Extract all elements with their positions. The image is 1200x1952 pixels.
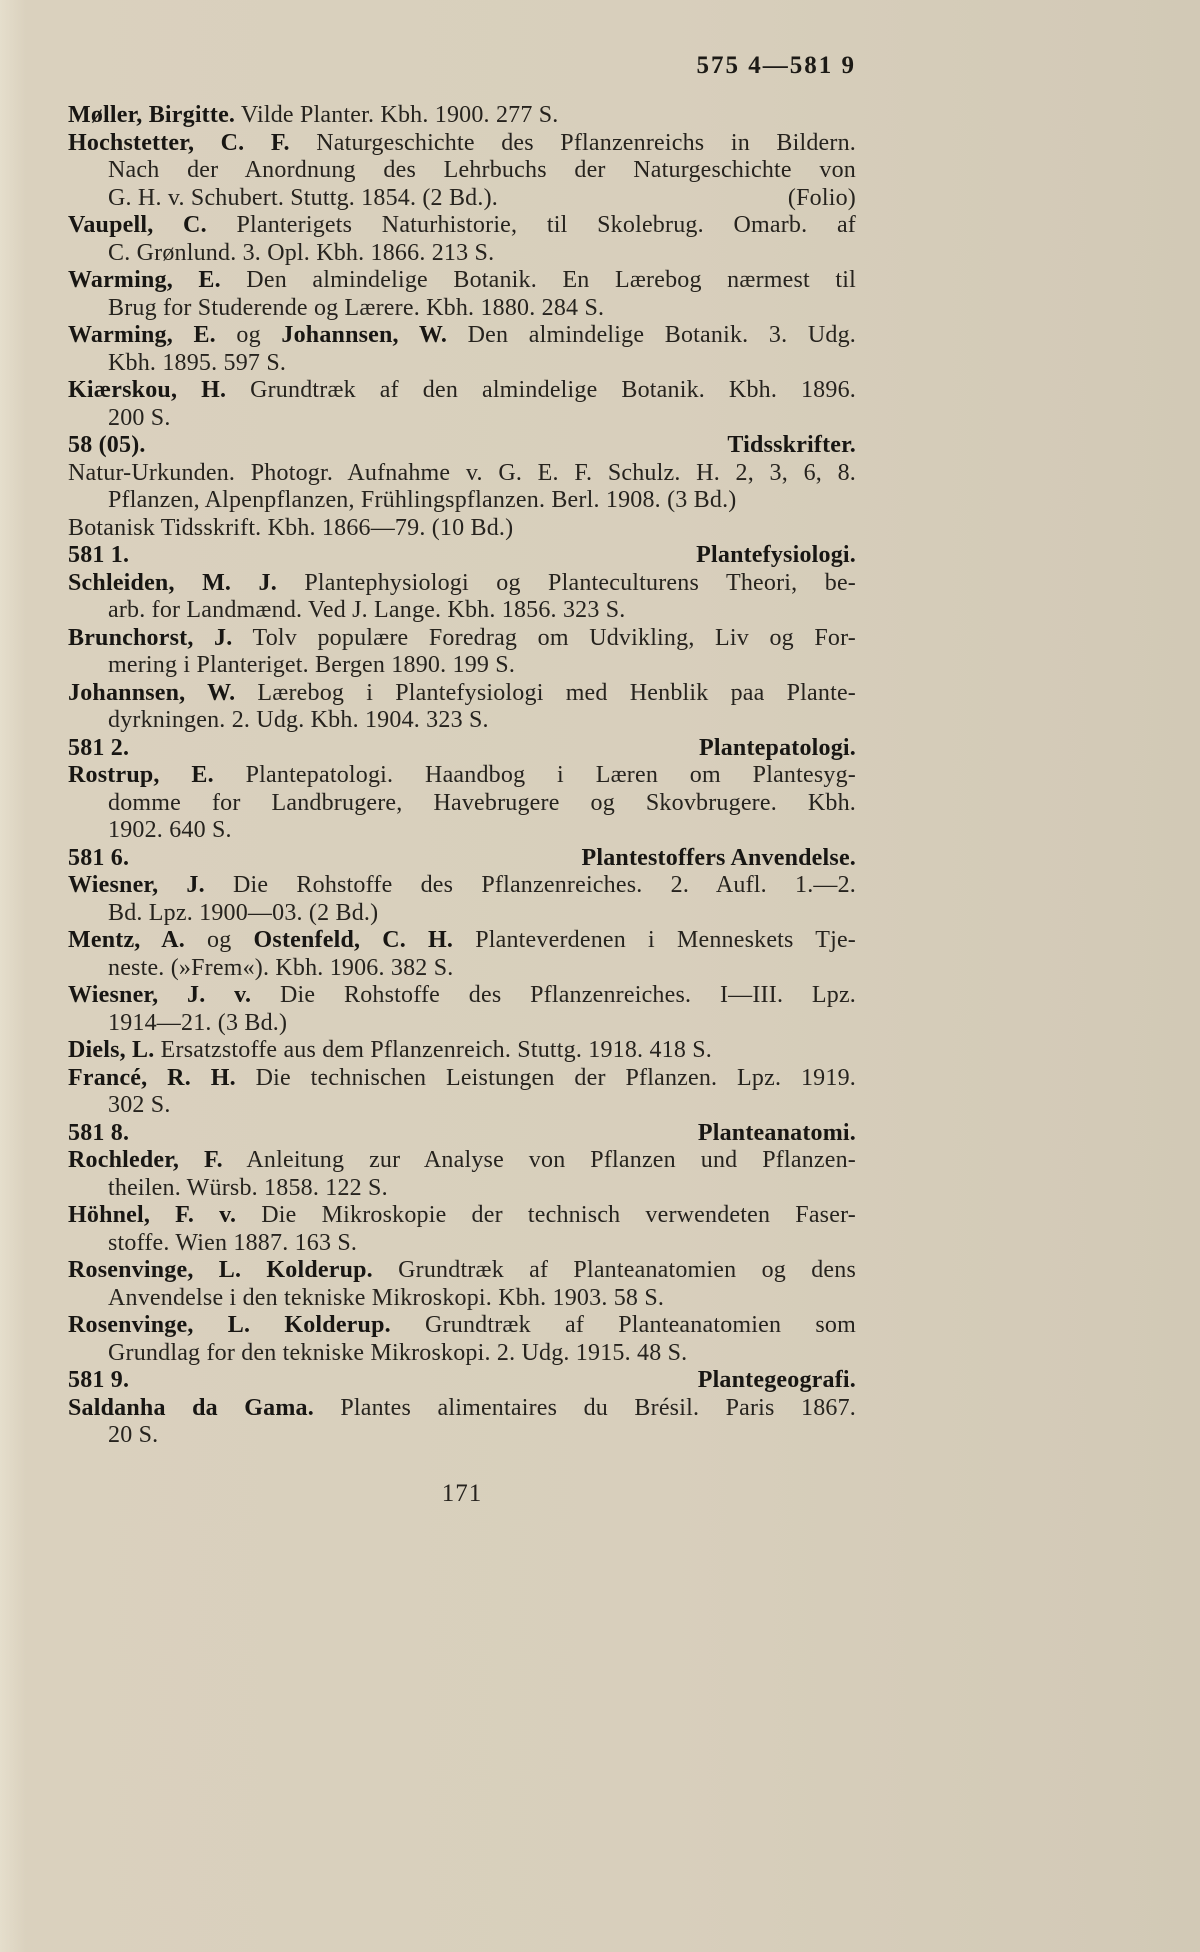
entry-text: Grundtræk af Planteanatomien og dens xyxy=(372,1257,856,1283)
bibliography-entry xyxy=(68,625,856,680)
section-code: 581 9. xyxy=(68,1367,130,1393)
author-name: Diels, L. xyxy=(68,1037,155,1063)
author-name: Höhnel, F. v. xyxy=(68,1202,237,1228)
section-heading xyxy=(68,735,856,763)
entry-text: Natur-Urkunden. Photogr. Aufnahme v. G. E. F. Schulz. H. 2, 3, 6, 8. xyxy=(68,459,856,486)
author-name: Ostenfeld, C. H. xyxy=(253,927,454,953)
entry-line xyxy=(68,927,856,955)
entry-line xyxy=(68,1340,856,1368)
section-code: 581 8. xyxy=(68,1119,130,1146)
section-heading xyxy=(68,542,856,570)
bibliography-entry xyxy=(68,212,856,267)
bibliography-entry xyxy=(68,982,856,1037)
entry-line xyxy=(68,1230,856,1258)
author-name: Kiærskou, H. xyxy=(68,377,227,403)
entry-line xyxy=(68,1037,856,1065)
entry-line xyxy=(68,680,856,708)
section-title: Plantefysiologi. xyxy=(696,542,856,568)
bibliography-entry xyxy=(68,377,856,432)
entry-text: 1902. 640 S. xyxy=(108,817,232,843)
entry-line xyxy=(68,405,856,433)
entry-text: theilen. Würsb. 1858. 122 S. xyxy=(108,1174,388,1201)
entry-line xyxy=(68,515,856,543)
entry-text: Pflanzen, Alpenpflanzen, Frühlingspflanzen. Berl. 1908. (3 Bd.) xyxy=(108,487,737,513)
page-header-code: 575 4—581 9 xyxy=(696,52,856,79)
entry-line xyxy=(68,157,856,185)
bibliography-entry xyxy=(68,1395,856,1450)
entry-text: dyrkningen. 2. Udg. Kbh. 1904. 323 S. xyxy=(108,707,489,733)
author-name: Wiesner, J. v. xyxy=(68,982,252,1008)
author-name: Rosenvinge, L. Kolderup. xyxy=(68,1312,391,1338)
entry-text: Planterigets Naturhistorie, til Skolebrug. Omarb. af xyxy=(206,212,856,238)
entry-text: Den almindelige Botanik. 3. Udg. xyxy=(447,322,856,348)
entry-text: og xyxy=(184,927,254,953)
bibliography-entry xyxy=(68,460,856,515)
entry-text: Brug for Studerende og Lærere. Kbh. 1880. 284 S. xyxy=(108,294,605,321)
entry-text: Bd. Lpz. 1900—03. (2 Bd.) xyxy=(108,899,379,926)
entry-text: (Folio) xyxy=(787,184,856,211)
entry-text: Tolv populære Foredrag om Udvikling, Liv og For- xyxy=(232,624,857,651)
entry-text: stoffe. Wien 1887. 163 S. xyxy=(108,1229,358,1256)
section-code: 581 6. xyxy=(68,844,130,871)
section-title: Tidsskrifter. xyxy=(727,432,856,458)
entry-text: Die Rohstoffe des Pflanzenreiches. I—III. Lpz. xyxy=(251,982,856,1008)
author-name: Rochleder, F. xyxy=(68,1147,223,1173)
entry-line xyxy=(68,1395,856,1423)
entry-line xyxy=(68,597,856,625)
entry-text: C. Grønlund. 3. Opl. Kbh. 1866. 213 S. xyxy=(108,239,495,266)
entry-line xyxy=(68,212,856,240)
entry-line xyxy=(68,267,856,295)
entry-line xyxy=(68,350,856,378)
bibliography-entry xyxy=(68,1312,856,1367)
entry-text: Grundlag for den tekniske Mikroskopi. 2. Udg. 1915. 48 S. xyxy=(108,1339,688,1366)
bibliography-entry xyxy=(68,322,856,377)
bibliography-entry xyxy=(68,680,856,735)
entry-line xyxy=(68,652,856,680)
entry-line xyxy=(68,377,856,405)
bibliography-entry xyxy=(68,570,856,625)
section-title: Plantegeografi. xyxy=(697,1367,856,1393)
bibliography-entry xyxy=(68,927,856,982)
bibliography-entry xyxy=(68,102,856,130)
entry-line xyxy=(68,707,856,735)
entry-line xyxy=(68,817,856,845)
entry-line xyxy=(68,1312,856,1340)
bibliography-entry xyxy=(68,1037,856,1065)
bibliography-entry xyxy=(68,1257,856,1312)
author-name: Møller, Birgitte. xyxy=(68,102,236,128)
entry-text: 302 S. xyxy=(108,1092,171,1118)
entry-line xyxy=(68,487,856,515)
entry-line xyxy=(68,955,856,983)
entry-text: Nach der Anordnung des Lehrbuchs der Naturgeschichte von xyxy=(108,157,856,183)
entry-line xyxy=(68,322,856,350)
section-heading xyxy=(68,1367,856,1395)
author-name: Warming, E. xyxy=(68,267,221,293)
section-heading xyxy=(68,845,856,873)
bibliography-entry xyxy=(68,267,856,322)
bibliography-entry xyxy=(68,130,856,213)
entry-line xyxy=(68,625,856,653)
bibliography-entry xyxy=(68,762,856,845)
entry-text: Plantephysiologi og Planteculturens Theori, be- xyxy=(276,569,856,596)
author-name: Mentz, A. xyxy=(68,927,185,953)
bibliography-entry xyxy=(68,872,856,927)
entry-list xyxy=(68,102,856,1450)
section-code: 581 1. xyxy=(68,542,130,568)
entry-text: Botanisk Tidsskrift. Kbh. 1866—79. (10 Bd.) xyxy=(68,514,514,541)
entry-text: Lærebog i Plantefysiologi med Henblik paa Plante- xyxy=(235,679,856,706)
entry-line xyxy=(68,1257,856,1285)
entry-line xyxy=(68,900,856,928)
section-code: 58 (05). xyxy=(68,432,146,458)
entry-text: Die technischen Leistungen der Pflanzen. Lpz. 1919. xyxy=(235,1064,856,1091)
entry-line xyxy=(68,762,856,790)
bibliography-entry xyxy=(68,1065,856,1120)
author-name: Francé, R. H. xyxy=(68,1064,236,1091)
author-name: Vaupell, C. xyxy=(68,212,207,238)
section-title: Plantepatologi. xyxy=(699,734,856,761)
author-name: Rosenvinge, L. Kolderup. xyxy=(68,1257,373,1283)
section-code: 581 2. xyxy=(68,734,130,761)
author-name: Johannsen, W. xyxy=(68,679,236,706)
entry-text: Ersatzstoffe aus dem Pflanzenreich. Stuttg. 1918. 418 S. xyxy=(154,1037,712,1063)
entry-text: 1914—21. (3 Bd.) xyxy=(108,1009,288,1036)
entry-text: Die Rohstoffe des Pflanzenreiches. 2. Aufl. 1.—2. xyxy=(204,872,856,898)
author-name: Schleiden, M. J. xyxy=(68,569,277,596)
entry-text: G. H. v. Schubert. Stuttg. 1854. (2 Bd.). xyxy=(108,184,498,211)
section-heading xyxy=(68,432,856,460)
entry-line xyxy=(68,1285,856,1313)
author-name: Hochstetter, C. F. xyxy=(68,129,290,156)
bibliography-entry xyxy=(68,515,856,543)
entry-line xyxy=(68,102,856,130)
section-heading xyxy=(68,1120,856,1148)
entry-text: domme for Landbrugere, Havebrugere og Skovbrugere. Kbh. xyxy=(108,789,856,816)
author-name: Rostrup, E. xyxy=(68,762,214,788)
entry-text: og xyxy=(215,322,282,348)
entry-line xyxy=(68,295,856,323)
entry-line xyxy=(68,1175,856,1203)
entry-line xyxy=(68,460,856,488)
section-title: Plantestoffers Anvendelse. xyxy=(581,844,856,871)
entry-line xyxy=(68,1092,856,1120)
author-name: Brunchorst, J. xyxy=(68,624,233,651)
text-block xyxy=(68,52,856,1508)
entry-line xyxy=(68,1010,856,1038)
entry-text: Grundtræk af Planteanatomien som xyxy=(390,1312,856,1338)
entry-line xyxy=(68,790,856,818)
entry-text: Planteverdenen i Menneskets Tje- xyxy=(453,927,857,953)
entry-text: neste. (»Frem«). Kbh. 1906. 382 S. xyxy=(108,954,454,981)
entry-text: 20 S. xyxy=(108,1422,159,1448)
bibliography-entry xyxy=(68,1202,856,1257)
entry-text: Kbh. 1895. 597 S. xyxy=(108,349,287,376)
entry-line xyxy=(68,130,856,158)
page-number: 171 xyxy=(441,1479,483,1507)
entry-line xyxy=(68,185,856,213)
entry-text: mering i Planteriget. Bergen 1890. 199 S. xyxy=(108,652,516,678)
entry-line xyxy=(68,240,856,268)
entry-line xyxy=(68,982,856,1010)
entry-line xyxy=(68,872,856,900)
entry-line xyxy=(68,1202,856,1230)
entry-text: Die Mikroskopie der technisch verwendeten Faser- xyxy=(236,1202,856,1228)
entry-text: Grundtræk af den almindelige Botanik. Kbh. 1896. xyxy=(226,377,856,403)
entry-text: Plantes alimentaires du Brésil. Paris 1867. xyxy=(313,1394,856,1421)
section-title: Planteanatomi. xyxy=(697,1119,856,1146)
author-name: Wiesner, J. xyxy=(68,872,205,898)
author-name: Johannsen, W. xyxy=(281,322,448,348)
entry-text: 200 S. xyxy=(108,404,171,431)
entry-text: Den almindelige Botanik. En Lærebog nærmest til xyxy=(220,267,856,293)
entry-text: Vilde Planter. Kbh. 1900. 277 S. xyxy=(235,102,559,128)
bibliography-entry xyxy=(68,1147,856,1202)
entry-text: Anleitung zur Analyse von Pflanzen und Pflanzen- xyxy=(222,1147,856,1173)
entry-line xyxy=(68,570,856,598)
entry-line xyxy=(68,1065,856,1093)
entry-text: arb. for Landmænd. Ved J. Lange. Kbh. 1856. 323 S. xyxy=(108,597,626,623)
entry-line xyxy=(68,1422,856,1450)
author-name: Saldanha da Gama. xyxy=(68,1394,314,1421)
entry-text: Plantepatologi. Haandbog i Læren om Plantesyg- xyxy=(213,762,856,788)
entry-line xyxy=(68,1147,856,1175)
entry-text: Naturgeschichte des Pflanzenreichs in Bildern. xyxy=(289,129,856,156)
author-name: Warming, E. xyxy=(68,322,216,348)
entry-text: Anvendelse i den tekniske Mikroskopi. Kbh. 1903. 58 S. xyxy=(108,1284,665,1311)
